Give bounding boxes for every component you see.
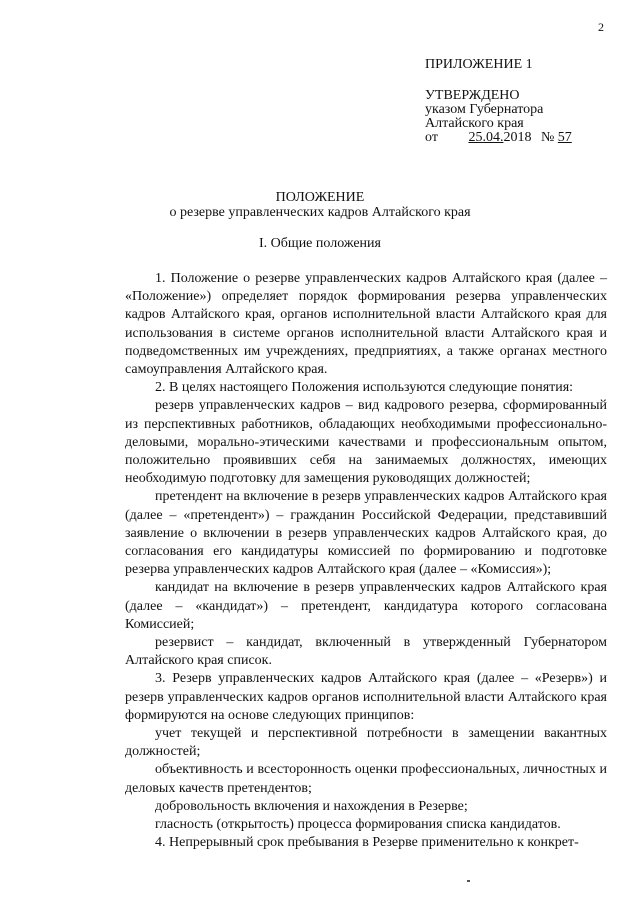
- paragraph: 2. В целях настоящего Положения используются следующие понятия:: [155, 380, 574, 396]
- appendix-label: ПРИЛОЖЕНИЕ 1: [425, 57, 533, 72]
- region-line: Алтайского края: [425, 116, 524, 131]
- document-subtitle: о резерве управленческих кадров Алтайского края: [169, 205, 471, 220]
- date-number-line: [425, 131, 580, 145]
- number-prefix: №: [540, 130, 555, 145]
- paragraph: резервист – кандидат, включенный в утвержденный Губернатором Алтайского края список.: [125, 635, 607, 669]
- date-year: 2018: [503, 130, 532, 145]
- paragraph: добровольность включения и нахождения в Резерве;: [155, 798, 468, 814]
- paragraph: учет текущей и перспективной потребности в замещении вакантных должностей;: [125, 726, 607, 760]
- paragraph: 3. Резерв управленческих кадров Алтайского края (далее – «Резерв») и резерв управленческих кадров органов исполнительной власти Алтайского края формируются на основе следующих принципов:: [125, 671, 607, 723]
- paragraph: 4. Непрерывный срок пребывания в Резерве применительно к конкрет-: [155, 835, 579, 851]
- document-title: ПОЛОЖЕНИЕ: [275, 190, 365, 205]
- paragraph: претендент на включение в резерв управленческих кадров Алтайского края (далее – «претендент») – гражданин Российской Федерации, представивший заявление о включении в резерв управленческих кадров Алтайского края, до согласования его кандидатуры комиссией по формированию и подготовке резерва управленческих кадров Алтайского края (далее – «Комиссия»);: [125, 489, 607, 578]
- section-heading: I. Общие положения: [259, 236, 381, 251]
- approved-label: УТВЕРЖДЕНО: [425, 88, 520, 103]
- paragraph: объективность и всесторонность оценки профессиональных, личностных и деловых качеств претендентов;: [125, 762, 607, 796]
- paragraph: кандидат на включение в резерв управленческих кадров Алтайского края (далее – «кандидат») – претендент, кандидатура которого согласована Комиссией;: [125, 580, 607, 632]
- date-prefix: от: [425, 130, 438, 145]
- approval-block: [425, 58, 580, 145]
- paragraph: 1. Положение о резерве управленческих кадров Алтайского края (далее – «Положение») определяет порядок формирования резерва управленческих кадров Алтайского края, органов исполнительной власти Алтайского края для использования в системе органов исполнительной власти Алтайского края и подведомственных им учреждениях, предприятиях, а также органах местного самоуправления Алтайского края.: [125, 271, 607, 378]
- page-number: 2: [598, 20, 604, 34]
- paragraph: гласность (открытость) процесса формирования списка кандидатов.: [155, 817, 561, 833]
- document-body: [125, 270, 607, 853]
- paragraph: резерв управленческих кадров – вид кадрового резерва, сформированный из перспективных работников, обладающих необходимыми профессионально-деловыми, морально-этическими качествами и профессиональным опытом, положительно проявивших себя на занимаемых должностях, имеющих необходимую подготовку для замещения руководящих должностей;: [125, 398, 607, 487]
- date-day-month: 25.04.: [468, 130, 504, 145]
- decree-line: указом Губернатора: [425, 102, 544, 117]
- decree-number: 57: [557, 130, 572, 145]
- scan-speck: [467, 880, 470, 882]
